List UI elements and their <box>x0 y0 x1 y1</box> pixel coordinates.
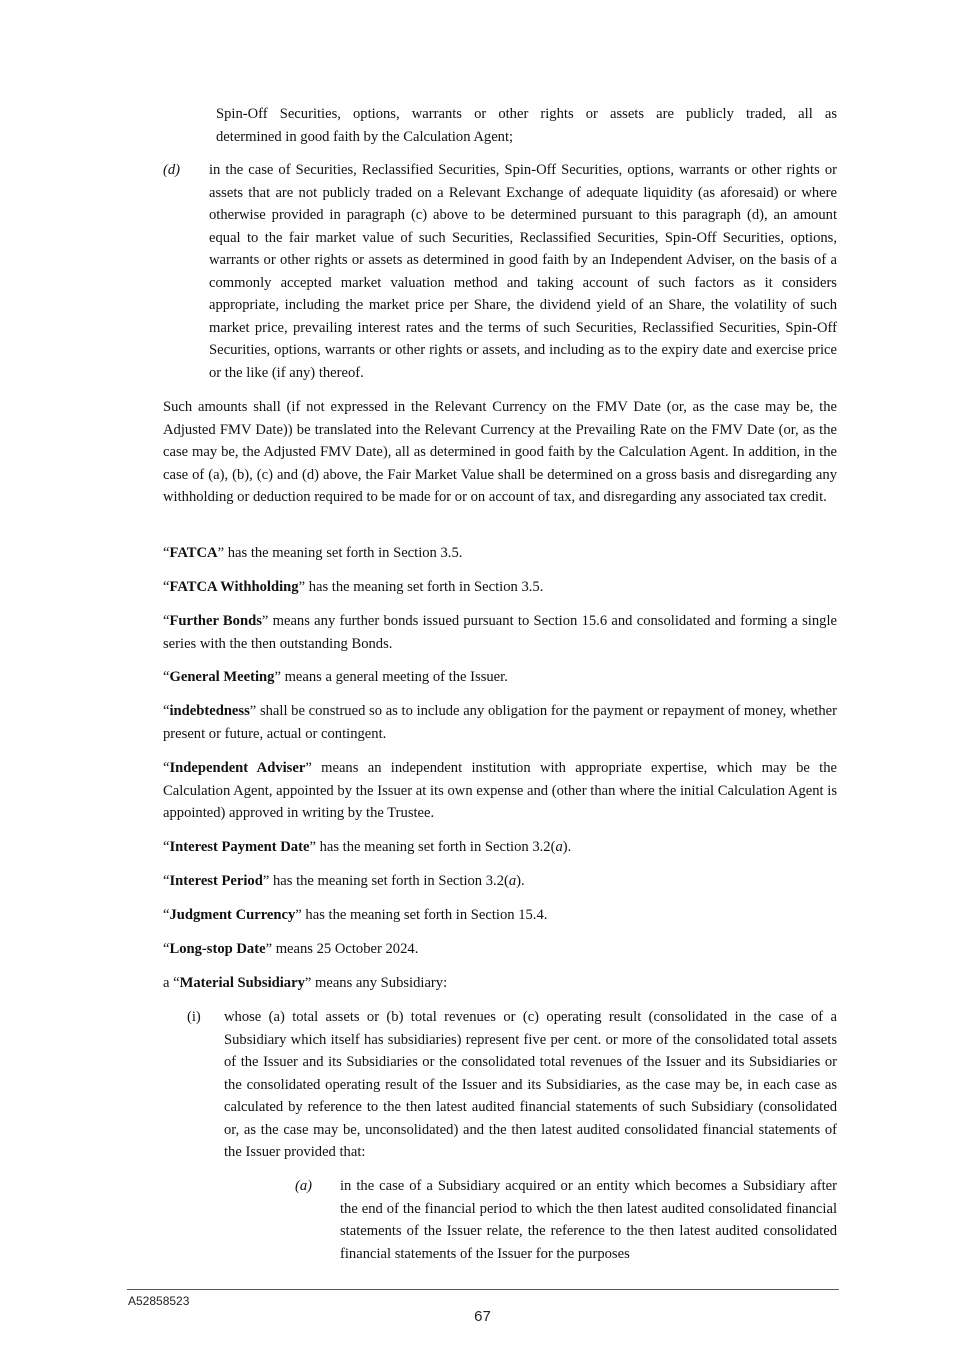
continuation-line-1: Spin-Off Securities, options, warrants or other rights or assets are publicly traded, all as <box>216 106 837 122</box>
definition-fatca: “FATCA” has the meaning set forth in Section 3.5. <box>163 545 463 561</box>
list-item-a-text: in the case of a Subsidiary acquired or an entity which becomes a Subsidiary after the end of the financial period to which the then latest audited consolidated financial statements of the Issuer relate, the reference to the then latest audited consolidated financial statements of the Issuer for the purposes <box>340 1178 837 1262</box>
defined-term: Interest Period <box>169 873 263 889</box>
definition-judgment-currency: “Judgment Currency” has the meaning set forth in Section 15.4. <box>163 907 548 923</box>
definition-general-meeting: “General Meeting” means a general meeting of the Issuer. <box>163 669 508 685</box>
list-item-i-text: whose (a) total assets or (b) total revenues or (c) operating result (consolidated in the case of a Subsidiary which itself has subsidiaries) represent five per cent. or more of the consolidated total assets of the Issuer and its Subsidiaries or the consolidated total revenues of the Issuer and its Subsidiaries or the consolidated operating result of the Issuer and its Subsidiaries, as the case may be, in each case as calculated by reference to the then latest audited financial statements of such Subsidiary (consolidated or, as the case may be, unconsolidated) and the then latest audited consolidated financial statements of the Issuer provided that: <box>224 1009 837 1160</box>
footer-divider <box>127 1289 839 1290</box>
list-item-a <box>295 1175 837 1265</box>
defined-term: Further Bonds <box>169 613 262 629</box>
defined-term: General Meeting <box>169 669 275 685</box>
page-number: 67 <box>474 1308 491 1325</box>
list-marker-d: (d) <box>163 162 181 178</box>
defined-term: Material Subsidiary <box>179 975 305 991</box>
definition-interest-payment-date: “Interest Payment Date” has the meaning set forth in Section 3.2(a). <box>163 839 572 855</box>
document-reference: A52858523 <box>128 1294 190 1308</box>
defined-term: FATCA <box>169 545 218 561</box>
definition-long-stop-date: “Long-stop Date” means 25 October 2024. <box>163 941 419 957</box>
such-amounts-paragraph: Such amounts shall (if not expressed in the Relevant Currency on the FMV Date (or, as the case may be, the Adjusted FMV Date)) be translated into the Relevant Currency at the Prevailing Rate on the FMV Date (or, as the case may be, the Adjusted FMV Date), all as determined in good faith by the Calculation Agent. In addition, in the case of (a), (b), (c) and (d) above, the Fair Market Value shall be determined on a gross basis and disregarding any withholding or deduction required to be made for or on account of tax, and disregarding any associated tax credit. <box>163 399 837 505</box>
continuation-line-2: determined in good faith by the Calculation Agent; <box>216 128 514 145</box>
defined-term: Judgment Currency <box>169 907 296 923</box>
definition-material-subsidiary: a “Material Subsidiary” means any Subsidiary: <box>163 975 448 991</box>
defined-term: indebtedness <box>169 703 250 719</box>
definition-interest-period: “Interest Period” has the meaning set forth in Section 3.2(a). <box>163 873 525 889</box>
definition-indebtedness: “indebtedness” shall be construed so as to include any obligation for the payment or repayment of money, whether present or future, actual or contingent. <box>163 703 837 742</box>
continuation-paragraph <box>216 103 837 148</box>
defined-term: FATCA Withholding <box>169 579 299 595</box>
list-item-d-text: in the case of Securities, Reclassified Securities, Spin-Off Securities, options, warrants or other rights or assets that are not publicly traded on a Relevant Exchange of adequate liquidity (as aforesaid) or where otherwise provided in paragraph (c) above to be determined pursuant to this paragraph (d), an amount equal to the fair market value of such Securities, Reclassified Securities, Spin-Off Securities, options, warrants or other rights or assets as determined in good faith by an Independent Adviser, on the basis of a commonly accepted market valuation method and taking account of such factors as it considers appropriate, including the market price per Share, the dividend yield of an Share, the volatility of such market price, prevailing interest rates and the terms of such Securities, Reclassified Securities, Spin-Off Securities, options, warrants or other rights or assets, and including as to the expiry date and exercise price or the like (if any) thereof. <box>209 162 837 381</box>
list-item-i <box>163 1006 837 1164</box>
defined-term: Independent Adviser <box>169 760 306 776</box>
definition-fatca-withholding: “FATCA Withholding” has the meaning set forth in Section 3.5. <box>163 579 544 595</box>
defined-term: Interest Payment Date <box>169 839 310 855</box>
definition-further-bonds: “Further Bonds” means any further bonds issued pursuant to Section 15.6 and consolidated and forming a single series with the then outstanding Bonds. <box>163 613 837 652</box>
defined-term: Long-stop Date <box>169 941 266 957</box>
definition-independent-adviser: “Independent Adviser” means an independent institution with appropriate expertise, which may be the Calculation Agent, appointed by the Issuer at its own expense and (other than where the initial Calculation Agent is appointed) approved in writing by the Trustee. <box>163 760 837 821</box>
list-item-d <box>163 159 837 384</box>
list-marker-a: (a) <box>295 1178 313 1194</box>
list-marker-i: (i) <box>187 1009 201 1025</box>
